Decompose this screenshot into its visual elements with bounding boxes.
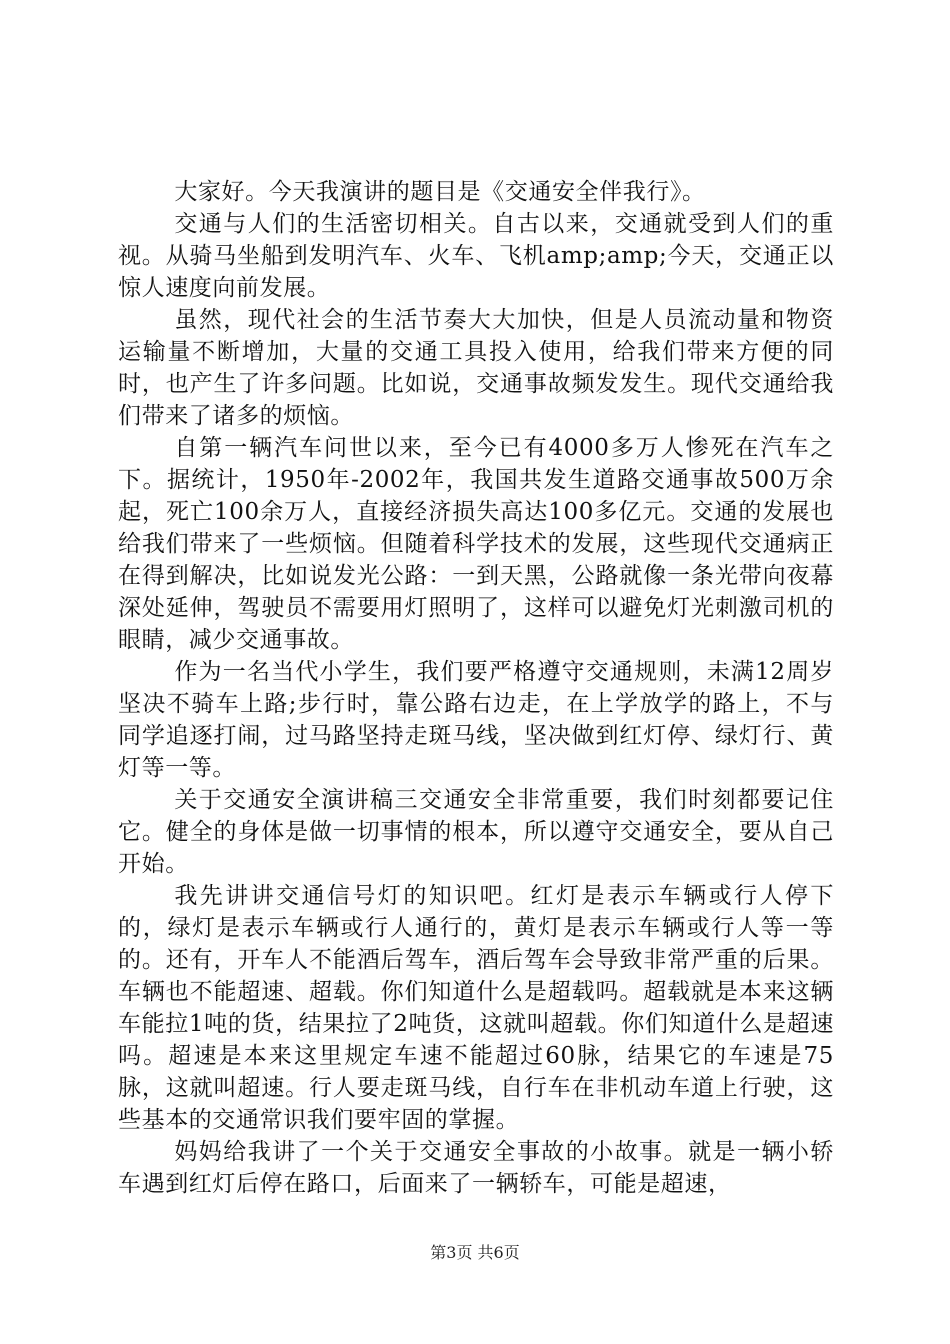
page-footer: 第3页 共6页 <box>430 1243 520 1262</box>
paragraph-student-rules: 作为一名当代小学生，我们要严格遵守交通规则，未满12周岁坚决不骑车上路;步行时，靠公路右边走，在上学放学的路上，不与同学追逐打闹，过马路坚持走斑马线，坚决做到红灯停、绿灯行、黄灯等一等。 <box>118 659 834 781</box>
paragraph-speech-three: 关于交通安全演讲稿三交通安全非常重要，我们时刻都要记住它。健全的身体是做一切事情的根本，所以遵守交通安全，要从自己开始。 <box>118 787 834 877</box>
paragraph-story: 妈妈给我讲了一个关于交通安全事故的小故事。就是一辆小轿车遇到红灯后停在路口，后面来了一辆轿车，可能是超速， <box>118 1139 834 1197</box>
paragraph-modern-problems: 虽然，现代社会的生活节奏大大加快，但是人员流动量和物资运输量不断增加，大量的交通工具投入使用，给我们带来方便的同时，也产生了许多问题。比如说，交通事故频发发生。现代交通给我们带来了诸多的烦恼。 <box>118 307 834 429</box>
paragraph-greeting: 大家好。今天我演讲的题目是《交通安全伴我行》。 <box>174 179 706 205</box>
paragraph-traffic-lights: 我先讲讲交通信号灯的知识吧。红灯是表示车辆或行人停下的，绿灯是表示车辆或行人通行的，黄灯是表示车辆或行人等一等的。还有，开车人不能酒后驾车，酒后驾车会导致非常严重的后果。车辆也不能超速、超载。你们知道什么是超载吗。超载就是本来这辆车能拉1吨的货，结果拉了2吨货，这就叫超载。你们知道什么是超速吗。超速是本来这里规定车速不能超过60脉，结果它的车速是75脉，这就叫超速。行人要走斑马线，自行车在非机动车道上行驶，这些基本的交通常识我们要牢固的掌握。 <box>118 883 834 1133</box>
paragraph-transport-history: 交通与人们的生活密切相关。自古以来，交通就受到人们的重视。从骑马坐船到发明汽车、火车、飞机amp;amp;今天，交通正以惊人速度向前发展。 <box>118 211 834 301</box>
paragraph-statistics: 自第一辆汽车问世以来，至今已有4000多万人惨死在汽车之下。据统计，1950年-2002年，我国共发生道路交通事故500万余起，死亡100余万人，直接经济损失高达100多亿元。交通的发展也给我们带来了一些烦恼。但随着科学技术的发展，这些现代交通病正在得到解决，比如说发光公路：一到天黑，公路就像一条光带向夜幕深处延伸，驾驶员不需要用灯照明了，这样可以避免灯光刺激司机的眼睛，减少交通事故。 <box>118 435 834 653</box>
document-body <box>118 176 834 1200</box>
